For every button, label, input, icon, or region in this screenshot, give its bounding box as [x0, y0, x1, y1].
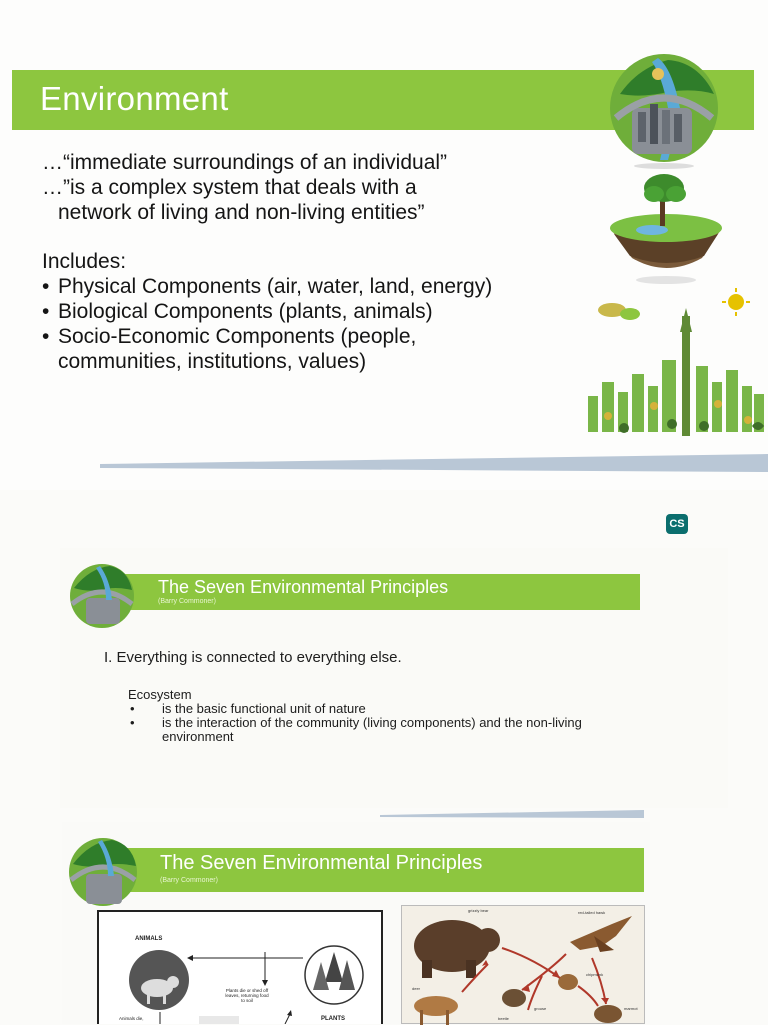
species-label: red-tailed hawk: [578, 910, 606, 915]
leaves-note: Plants die or shed off leaves, returning food to soil: [225, 988, 269, 1003]
arrow-icon: [259, 952, 271, 992]
scanner-badge: CS: [666, 514, 688, 534]
species-label: marmot: [624, 1006, 638, 1011]
soil-strip: [199, 1016, 239, 1024]
arrow-icon: [283, 1010, 293, 1024]
includes-label: Includes:: [42, 250, 127, 273]
plants-label: PLANTS: [321, 1016, 345, 1022]
species-label: deer: [412, 986, 421, 991]
list-item: • is the interaction of the community (living components) and the non-living environment: [128, 716, 602, 744]
list-item: • Physical Components (air, water, land, energy): [42, 274, 510, 299]
arrow-icon: [185, 952, 305, 964]
slide-subtitle: (Barry Commoner): [158, 598, 216, 605]
slide-body: [42, 150, 582, 374]
species-label: grouse: [534, 1006, 547, 1011]
food-web-illustration: [401, 905, 645, 1024]
title-banner: [90, 574, 640, 610]
slide-divider: [100, 452, 768, 472]
slide-subtitle: (Barry Commoner): [160, 877, 218, 884]
ecosystem-block: [128, 688, 602, 744]
list-item: • Biological Components (plants, animals): [42, 299, 582, 324]
slide-title: Environment: [40, 80, 229, 117]
list-item: • Socio-Economic Components (people, communities, institutions, values): [42, 324, 510, 374]
definition-line: network of living and non-living entities”: [58, 201, 425, 224]
slide-environment: [0, 0, 768, 490]
animals-icon: [127, 948, 191, 1012]
components-list: [42, 274, 582, 374]
species-label: beetle: [498, 1016, 509, 1021]
plants-icon: [303, 942, 365, 1008]
definition-line: …”is a complex system that deals with a: [42, 176, 417, 199]
definition-line: …“immediate surroundings of an individual”: [42, 151, 448, 174]
slide-divider: [380, 809, 644, 819]
animals-die-note: Animals die,: [119, 1016, 144, 1021]
list-item: • is the basic functional unit of nature: [128, 702, 602, 716]
earth-globe-illustration: [598, 48, 728, 170]
animals-label: ANIMALS: [135, 936, 163, 942]
eco-city-illustration: [584, 286, 768, 444]
food-web-drawing: [402, 906, 646, 1025]
arrow-icon: [157, 1012, 163, 1024]
floating-island-illustration: [604, 170, 728, 286]
earth-globe-icon: [66, 830, 140, 918]
principle-heading: I. Everything is connected to everything else.: [104, 649, 402, 666]
ecosystem-label: Ecosystem: [128, 687, 192, 702]
species-label: grizzly bear: [468, 908, 489, 913]
slide-title: The Seven Environmental Principles: [160, 852, 483, 874]
species-label: chipmunk: [586, 972, 604, 977]
slide-title: The Seven Environmental Principles: [158, 577, 449, 597]
title-banner: [92, 848, 644, 892]
earth-globe-icon: [66, 560, 138, 634]
nutrient-cycle-diagram: [97, 910, 383, 1024]
ecosystem-list: [128, 702, 602, 744]
